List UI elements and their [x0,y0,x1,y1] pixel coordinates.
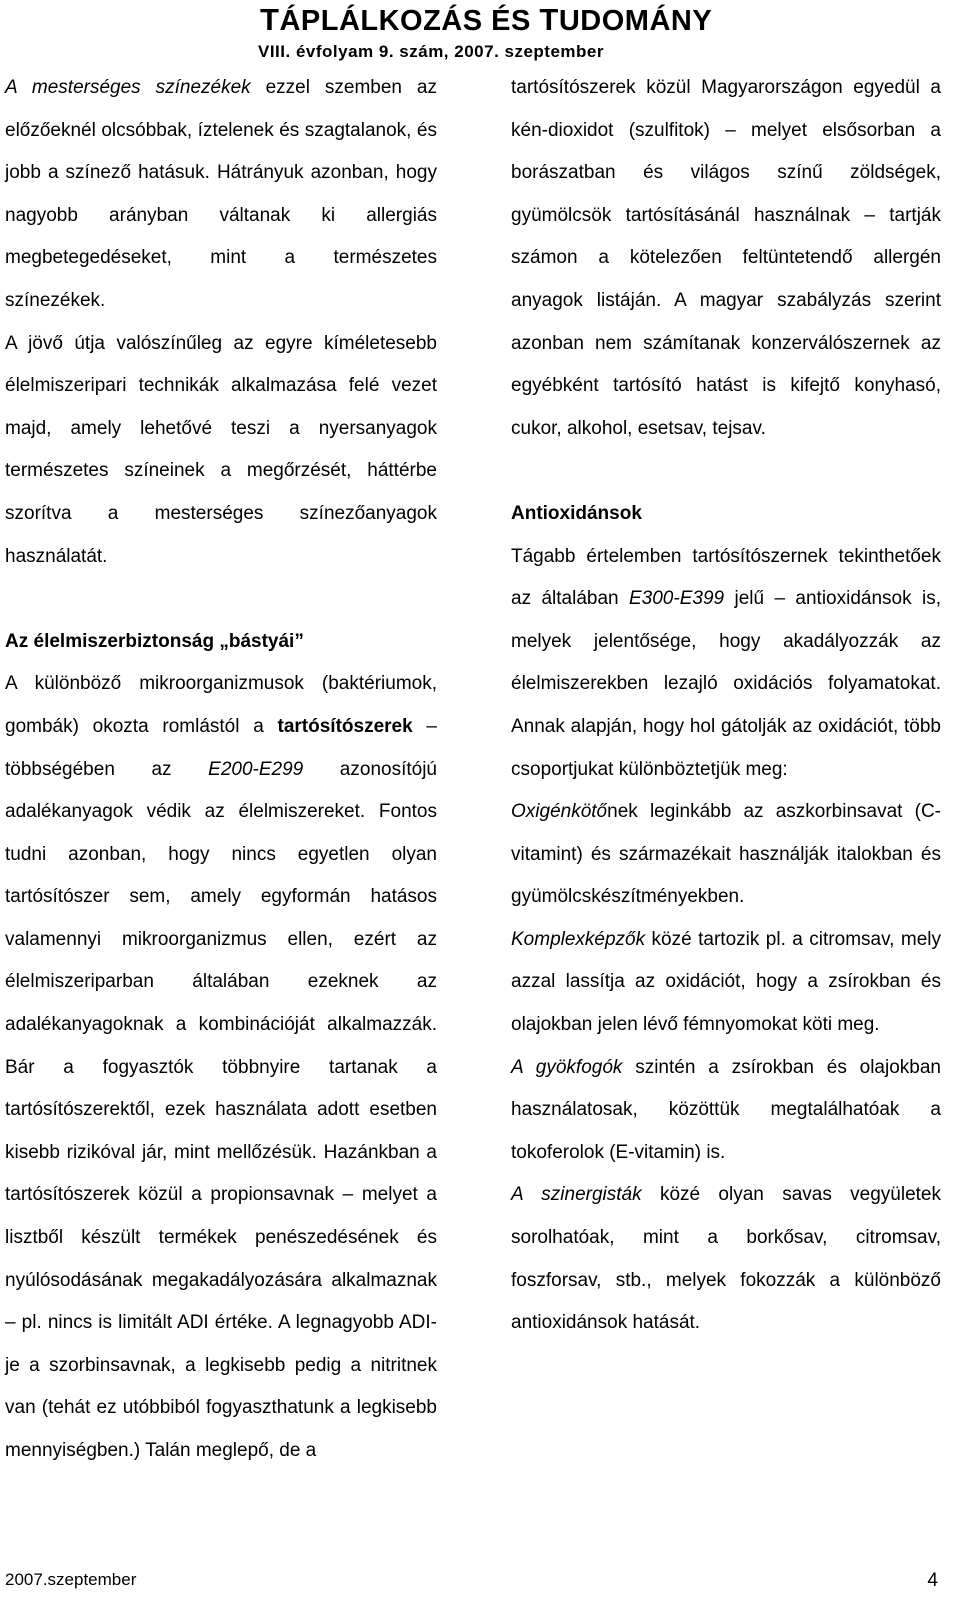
section-heading-food-safety: Az élelmiszerbiztonság „bástyái” [5,630,304,652]
term-artificial-colorants: A mesterséges színezékek [5,77,251,98]
code-range-e300: E300-E399 [629,588,725,610]
term-radical-scavengers: A gyökfogók [511,1056,623,1078]
term-oxygen-binders: Oxigénkötő [511,801,608,823]
right-paragraph-oxygen-binders [511,791,941,919]
right-paragraph-2-text-b: jelű – antioxidánsok is, melyek jelentősége, hogy akadályozzák az élelmiszerekben lezajló oxidációs folyamatokat. Annak alapján, hogy hol gátolják az oxidációt, több csoportjukat különböztetjük meg: [511,588,942,780]
right-paragraph-5-text: szintén a zsírokban és olajokban használatosak, közöttük megtalálhatóak a tokoferolok (E-vitamin) is. [511,1056,941,1163]
left-paragraph-preservatives [5,663,437,1472]
left-column [5,67,437,1473]
right-paragraph-radical-scavengers [511,1047,941,1175]
right-paragraph-antioxidants [511,536,941,792]
right-column [511,67,941,1345]
term-synergists: A szinergisták [511,1184,642,1206]
left-paragraph-1-text: ezzel szemben az előzőeknél olcsóbbak, íztelenek és szagtalanok, és jobb a színező hatásuk. Hátrányuk azonban, hogy nagyobb arányban váltanak ki allergiás megbetegedéseket, mint a természetes színezékek. [5,77,438,311]
left-paragraph-3-text-a: A különböző mikroorganizmusok (baktériumok, gombák) okozta romlástól a [5,673,437,737]
journal-title-initial-2: T [539,2,559,37]
issue-info: VIII. évfolyam 9. szám, 2007. szeptember [258,42,604,61]
left-paragraph-artificial-colorants [5,67,437,323]
journal-title-initial-1: T [260,2,280,37]
section-heading-antioxidants: Antioxidánsok [511,502,642,524]
journal-title-part-2: UDOMÁNY [558,5,713,37]
left-paragraph-future: A jövő útja valószínűleg az egyre kíméletesebb élelmiszeripari technikák alkalmazása felé vezet majd, amely lehetővé teszi a nyersanyagok természetes színeinek a megőrzését, háttérbe szorítva a mesterséges színezőanyagok használatát. [5,332,437,567]
footer-date: 2007.szeptember [5,1570,137,1589]
right-paragraph-2-text-a: Tágabb értelemben tartósítószernek tekinthetőek az általában [511,545,941,610]
term-complexing-agents: Komplexképzők [511,928,646,950]
right-paragraph-sulfites: tartósítószerek közül Magyarországon egyedül a kén-dioxidot (szulfitok) – melyet elsősorban a borászatban és világos színű zöldségek, gyümölcsök tartósításánál használnak – tartják számon a kötelezően feltüntetendő allergén anyagok listáján. A magyar szabályzás szerint azonban nem számítanak konzerválószernek az egyébként tartósító hatást is kifejtő konyhasó, cukor, alkohol, esetsav, tejsav. [511,77,941,439]
right-paragraph-4-text: közé tartozik pl. a citromsav, mely azzal lassítja az oxidációt, hogy a zsírokban és olajokban jelen lévő fémnyomokat köti meg. [511,928,941,1036]
right-paragraph-synergists [511,1174,941,1344]
term-preservatives: tartósítószerek [277,715,413,737]
left-paragraph-3-text-c: azonosítójú adalékanyagok védik az élelmiszereket. Fontos tudni azonban, hogy nincs egyetlen olyan tartósítószer sem, amely egyformán hatásos valamennyi mikroorganizmus ellen, ezért az élelmiszeriparban általában ezeknek az adalékanyagoknak a kombinációját alkalmazzák. Bár a fogyasztók többnyire tartanak a tartósítószerektől, ezek használata adott esetben kisebb rizikóval jár, mint mellőzésük. Hazánkban a tartósítószerek közül a propionsavnak – melyet a lisztből készült termékek penészedésének és nyúlósodásának megakadályozására alkalmaznak – pl. nincs is limitált ADI értéke. A legnagyobb ADI-je a szorbinsavnak, a legkisebb pedig a nitritnek van (tehát ez utóbbiból fogyaszthatunk a legkisebb mennyiségben.) Talán meglepő, de a [5,758,437,1461]
spacer [511,450,941,493]
right-paragraph-3-text: nek leginkább az aszkorbinsavat (C-vitamint) és származékait használják italokban és gyümölcskészítményekben. [511,801,941,908]
right-paragraph-6-text: közé olyan savas vegyületek sorolhatóak, mint a borkősav, citromsav, foszforsav, stb., melyek fokozzák a különböző antioxidánsok hatását. [511,1184,942,1334]
code-range-e200: E200-E299 [208,758,304,780]
journal-title [260,2,712,38]
spacer [5,578,437,621]
left-paragraph-3-text-b: – többségében az [5,715,437,780]
right-paragraph-complexing-agents [511,919,941,1047]
page-number: 4 [927,1570,938,1591]
journal-title-part-1: ÁPLÁLKOZÁS ÉS [279,5,540,37]
